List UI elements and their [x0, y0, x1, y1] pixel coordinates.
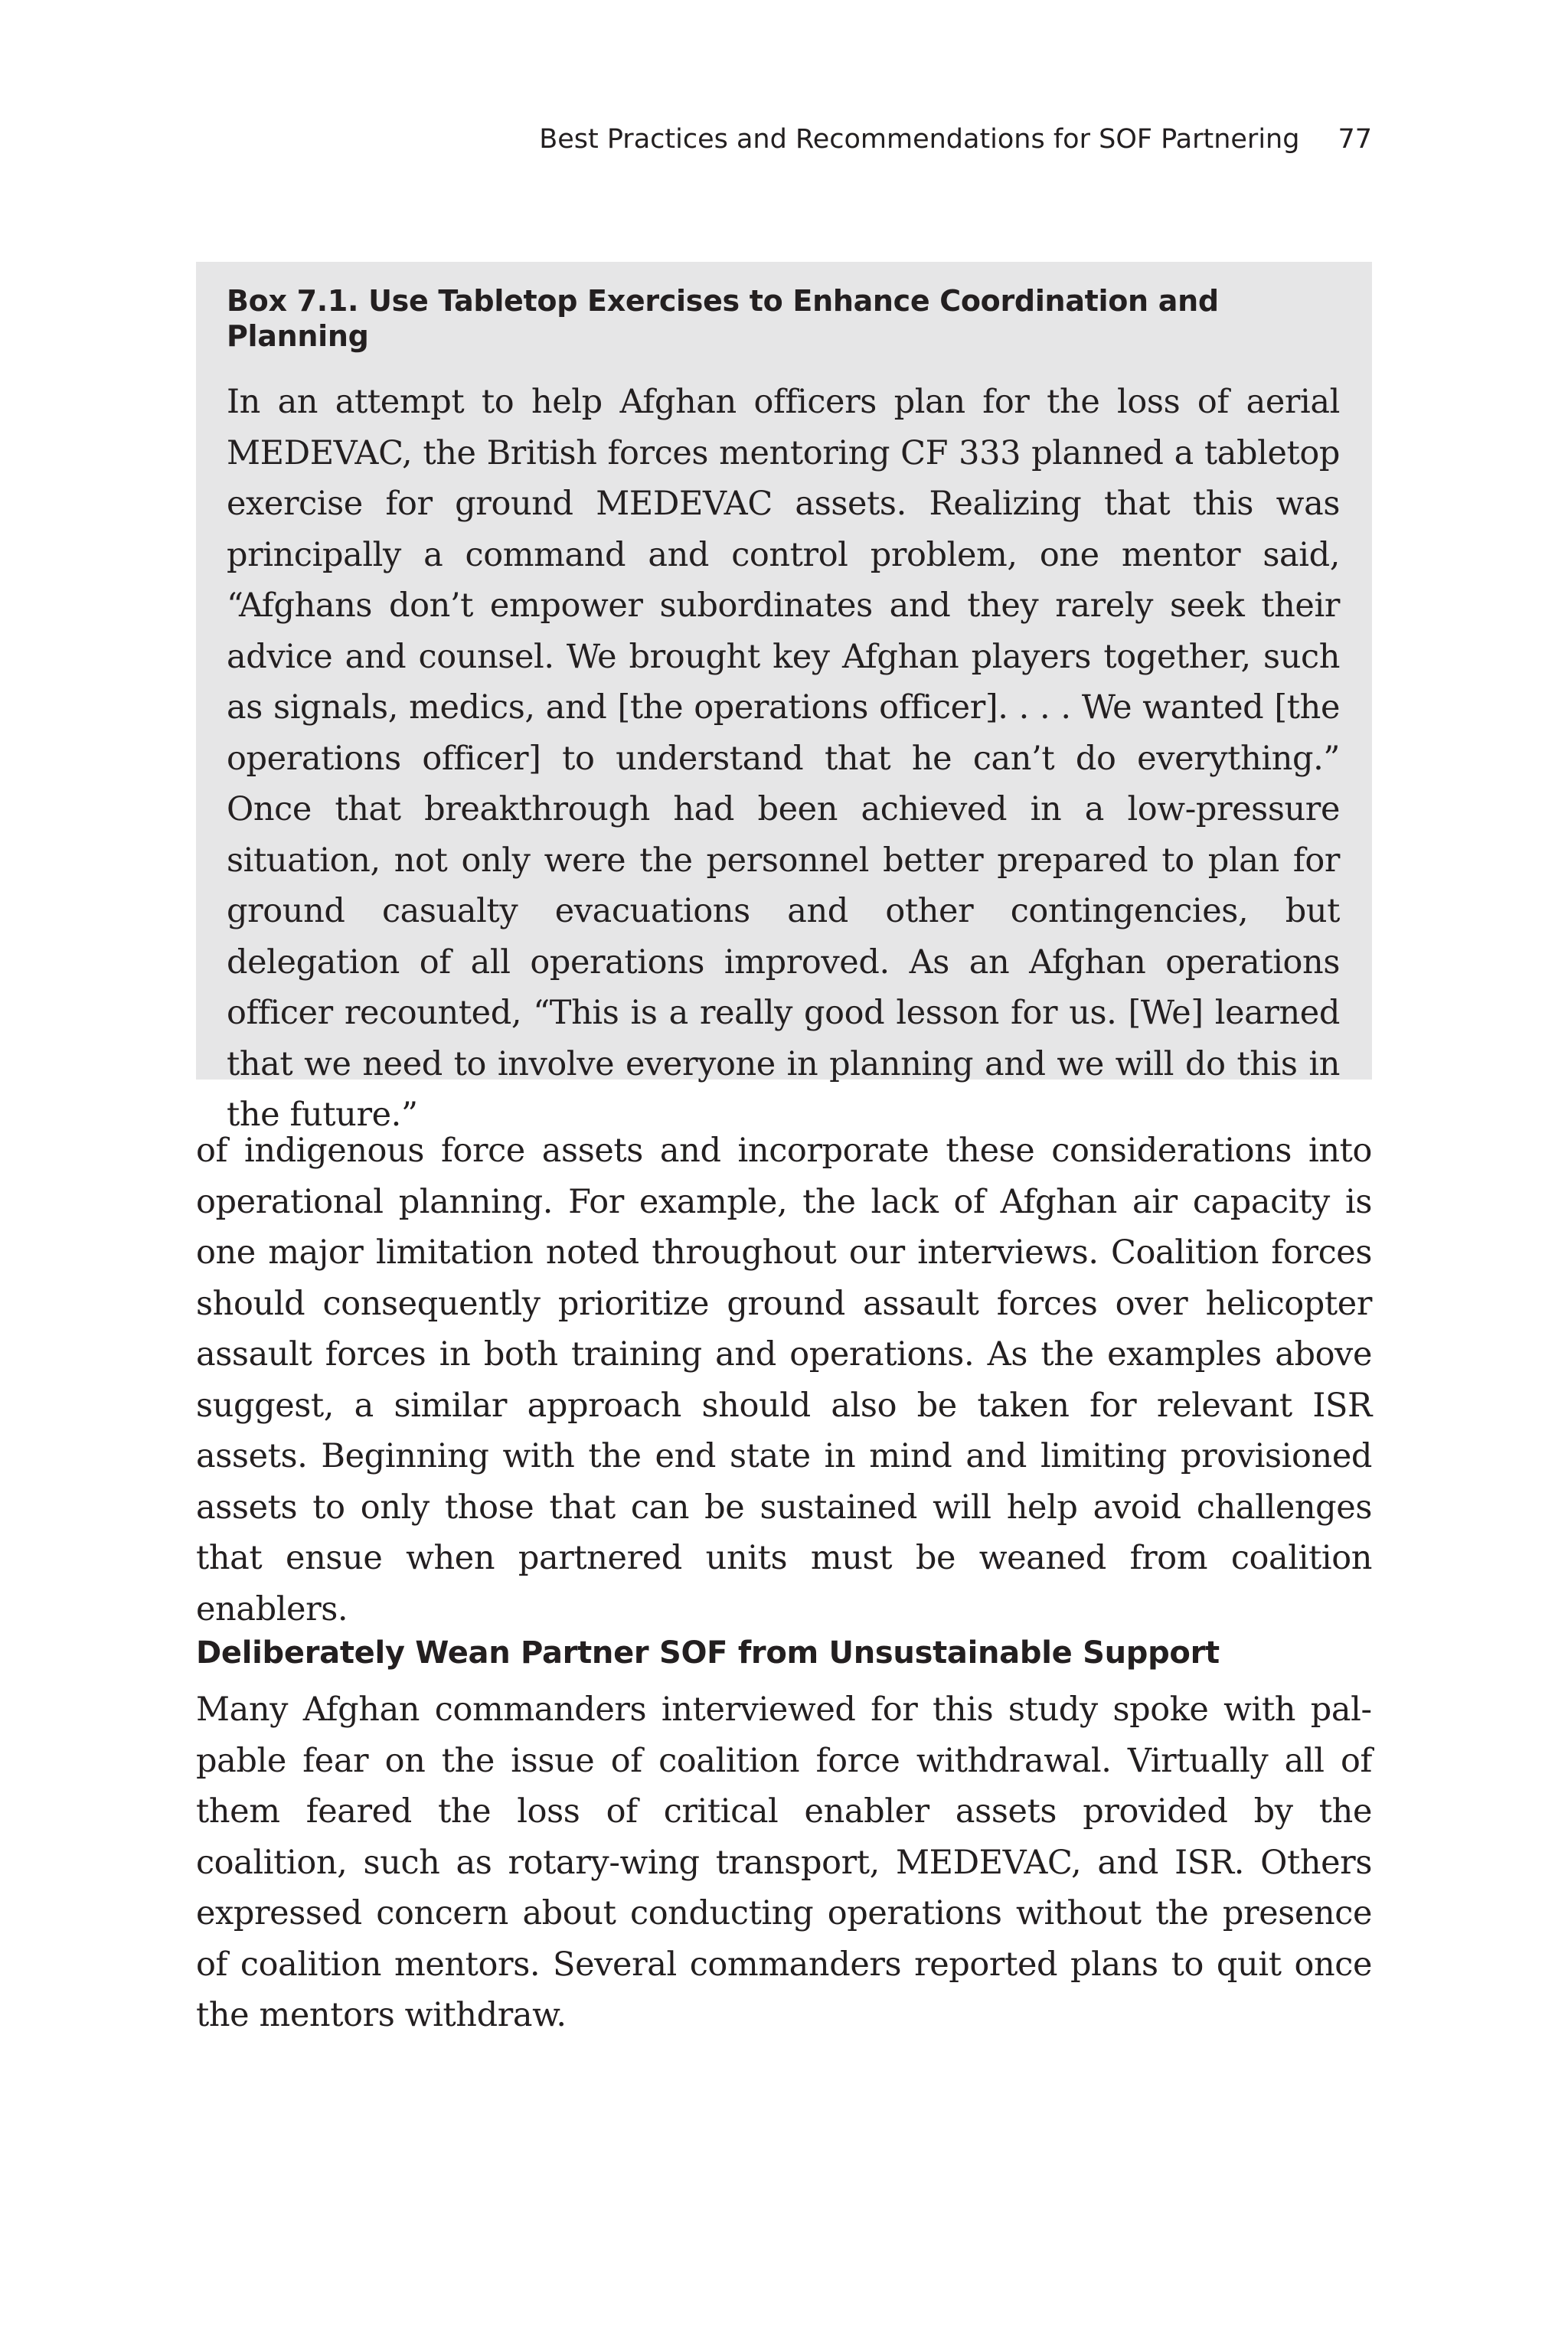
running-title: Best Practices and Recommendations for SOF Partnering [539, 124, 1300, 155]
section-paragraph: Many Afghan commanders interviewed for this study spoke with palpable fear on the issue of coalition force withdrawal. Virtually all of them feared the loss of critical enabler assets provided by the coalition, such as rotary-wing transport, MEDEVAC, and ISR. Others expressed concern about conducting operations without the presence of coalition mentors. Several commanders reported plans to quit once the mentors withdraw. [196, 1690, 1372, 2034]
page-number: 77 [1338, 124, 1372, 155]
continuation-paragraph: of indigenous force assets and incorporate these considerations into operational planning. For example, the lack of Afghan air capacity is one major limitation noted throughout our interviews. Coalition forces should consequently prioritize ground assault forces over helicopter assault forces in both training and operations. As the examples above suggest, a similar approach should also be taken for relevant ISR assets. Beginning with the end state in mind and limiting provisioned assets to only those that can be sustained will help avoid challenges that ensue when partnered units must be weaned from coalition enablers. [196, 1132, 1372, 1628]
page-header [196, 124, 1372, 155]
box-text: In an attempt to help Afghan officers plan for the loss of aerial MEDEVAC, the British forces mentoring CF 333 planned a tabletop exercise for ground MEDEVAC assets. Realizing that this was principally a command and control problem, one mentor said, “Afghans don’t empower subordinates and they rarely seek their advice and counsel. We brought key Afghan players together, such as signals, medics, and [the operations officer]. . . . We wanted [the operations officer] to understand that he can’t do everything.” Once that breakthrough had been achieved in a low-pressure situation, not only were the personnel better prepared to plan for ground casualty evacuations and other contingencies, but delegation of all operations improved. As an Afghan operations officer recounted, “This is a really good lesson for us. [We] learned that we need to involve everyone in planning and we will do this in the future.” [227, 383, 1340, 1134]
box-title: Box 7.1. Use Tabletop Exercises to Enhance Coordination and Planning [227, 284, 1219, 353]
section-heading: Deliberately Wean Partner SOF from Unsustainable Support [196, 1635, 1220, 1671]
box-7-1 [196, 262, 1372, 1134]
